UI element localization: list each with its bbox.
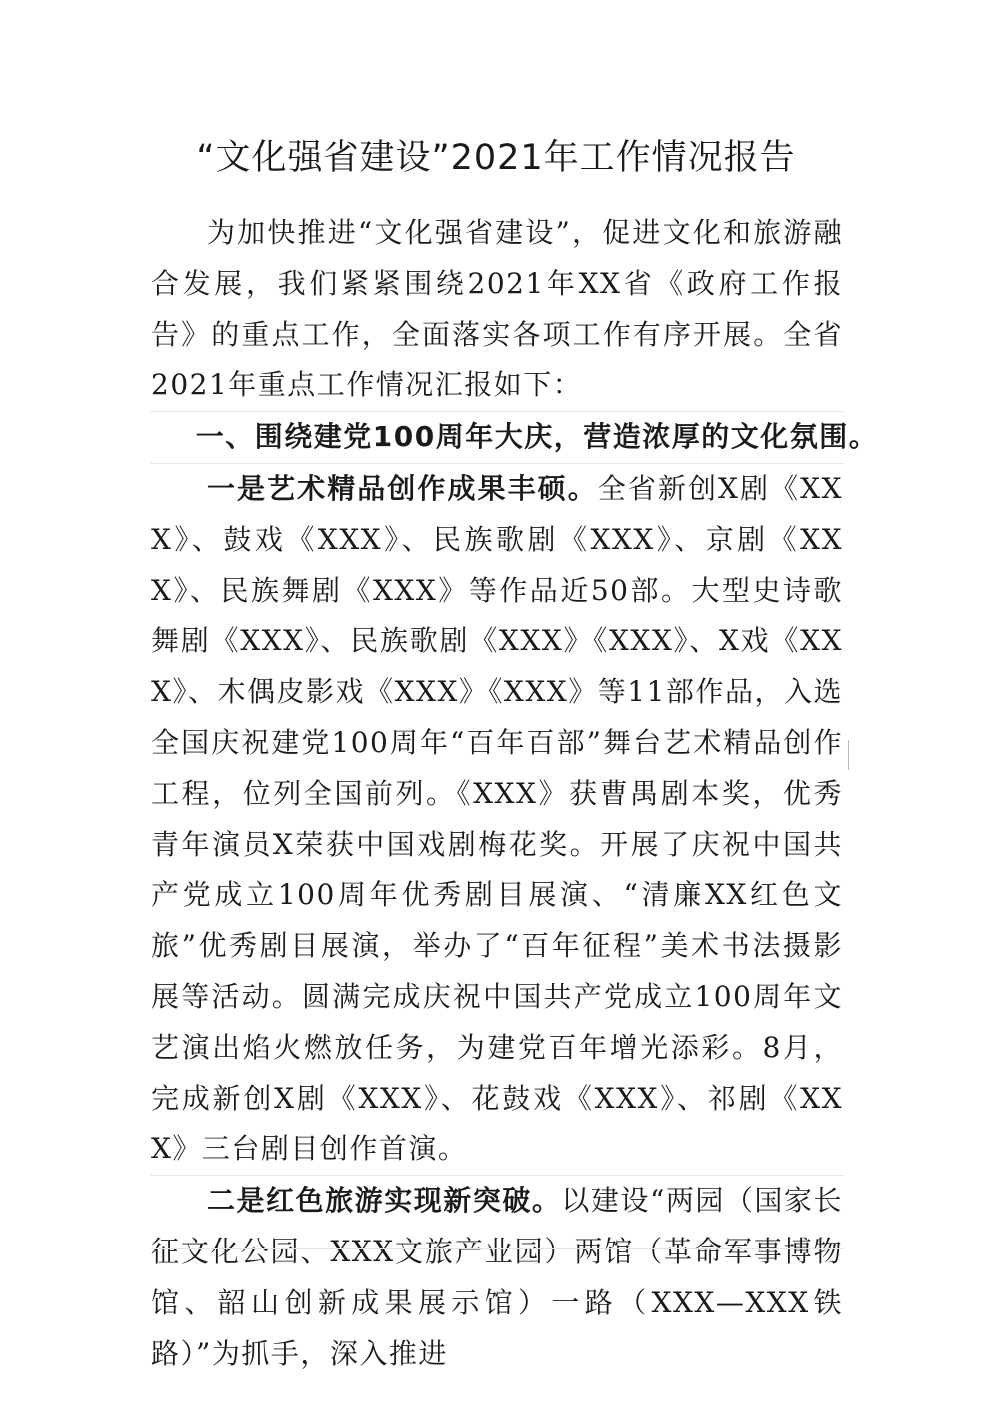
document-title: “文化强省建设”2021年工作情况报告 — [196, 138, 796, 178]
intro-paragraph: 为加快推进“文化强省建设”，促进文化和旅游融合发展，我们紧紧围绕2021年XX省《政府工作报告》的重点工作，全面落实各项工作有序开展。全省2021年重点工作情况汇报如下： — [151, 208, 843, 412]
item-one-paragraph — [151, 464, 843, 1176]
section-heading: 一、围绕建党100周年大庆，营造浓厚的文化氛围。 — [151, 412, 843, 464]
item-two-lead: 二是红色旅游实现新突破。 — [207, 1184, 562, 1218]
margin-mark — [848, 740, 849, 770]
item-one-text: 全省新创X剧《XXX》、鼓戏《XXX》、民族歌剧《XXX》、京剧《XXX》、民族舞剧《XXX》等作品近50部。大型史诗歌舞剧《XXX》、民族歌剧《XXX》《XXX》、X戏《XXX》、木偶皮影戏《XXX》《XXX》等11部作品，入选全国庆祝建党100周年“百年百部”舞台艺术精品创作工程，位列全国前列。《XXX》获曹禺剧本奖，优秀青年演员X荣获中国戏剧梅花奖。开展了庆祝中国共产党成立100周年优秀剧目展演、“清廉XX红色文旅”优秀剧目展演，举办了“百年征程”美术书法摄影展等活动。圆满完成庆祝中国共产党成立100周年文艺演出焰火燃放任务，为建党百年增光添彩。8月，完成新创X剧《XXX》、花鼓戏《XXX》、祁剧《XXX》三台剧目创作首演。 — [151, 471, 843, 1166]
document-body — [151, 208, 879, 1379]
bottom-divider — [151, 1248, 843, 1249]
item-one-lead: 一是艺术精品创作成果丰硕。 — [207, 471, 598, 505]
item-two-paragraph — [151, 1176, 843, 1379]
item-two-text: 以建设“两园（国家长征文化公园、XXX文旅产业园）两馆（革命军事博物馆、韶山创新成果展示馆）一路（XXX—XXX铁路）”为抓手，深入推进 — [151, 1184, 843, 1370]
